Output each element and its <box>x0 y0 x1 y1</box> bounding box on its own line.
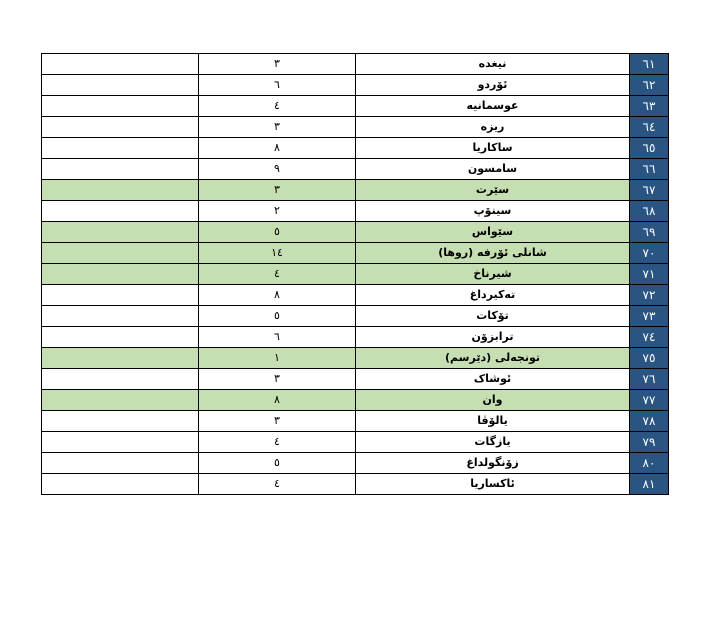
table-row <box>42 159 669 180</box>
table-row <box>42 180 669 201</box>
empty-cell <box>42 243 199 264</box>
empty-cell <box>42 306 199 327</box>
row-number-cell: ٧١ <box>630 264 669 285</box>
empty-cell <box>42 201 199 222</box>
row-number-cell: ٦٦ <box>630 159 669 180</box>
empty-cell <box>42 159 199 180</box>
province-name-cell: نیغده <box>356 54 630 75</box>
row-number-cell: ٦٢ <box>630 75 669 96</box>
count-cell: ٩ <box>199 159 356 180</box>
table-row <box>42 411 669 432</box>
empty-cell <box>42 96 199 117</box>
provinces-table <box>41 53 669 495</box>
count-cell: ٨ <box>199 138 356 159</box>
count-cell: ٣ <box>199 117 356 138</box>
province-name-cell: شیرناخ <box>356 264 630 285</box>
count-cell: ٤ <box>199 432 356 453</box>
table-row <box>42 138 669 159</box>
table-row <box>42 201 669 222</box>
table-row <box>42 453 669 474</box>
row-number-cell: ٧٤ <box>630 327 669 348</box>
count-cell: ٨ <box>199 390 356 411</box>
empty-cell <box>42 432 199 453</box>
province-name-cell: ئوشاک <box>356 369 630 390</box>
province-name-cell: ئۆردو <box>356 75 630 96</box>
table-row <box>42 327 669 348</box>
empty-cell <box>42 453 199 474</box>
province-name-cell: یازگات <box>356 432 630 453</box>
count-cell: ٥ <box>199 222 356 243</box>
table-row <box>42 390 669 411</box>
empty-cell <box>42 180 199 201</box>
count-cell: ٣ <box>199 411 356 432</box>
empty-cell <box>42 264 199 285</box>
province-name-cell: ساکاریا <box>356 138 630 159</box>
row-number-cell: ٦٤ <box>630 117 669 138</box>
count-cell: ٥ <box>199 453 356 474</box>
province-name-cell: سێواس <box>356 222 630 243</box>
table-row <box>42 117 669 138</box>
table-row <box>42 75 669 96</box>
row-number-cell: ٦٧ <box>630 180 669 201</box>
row-number-cell: ٧٢ <box>630 285 669 306</box>
row-number-cell: ٧٦ <box>630 369 669 390</box>
table-row <box>42 348 669 369</box>
count-cell: ٦ <box>199 327 356 348</box>
empty-cell <box>42 411 199 432</box>
province-name-cell: وان <box>356 390 630 411</box>
row-number-cell: ٦٥ <box>630 138 669 159</box>
empty-cell <box>42 138 199 159</box>
empty-cell <box>42 327 199 348</box>
empty-cell <box>42 390 199 411</box>
empty-cell <box>42 75 199 96</box>
province-name-cell: تۆکات <box>356 306 630 327</box>
province-name-cell: زۆنگولداغ <box>356 453 630 474</box>
province-name-cell: تونجەلی (دێرسم) <box>356 348 630 369</box>
row-number-cell: ٧٩ <box>630 432 669 453</box>
empty-cell <box>42 369 199 390</box>
row-number-cell: ٨٠ <box>630 453 669 474</box>
province-name-cell: عوسمانیە <box>356 96 630 117</box>
province-name-cell: سامسون <box>356 159 630 180</box>
row-number-cell: ٦٩ <box>630 222 669 243</box>
table-row <box>42 96 669 117</box>
row-number-cell: ٦٨ <box>630 201 669 222</box>
count-cell: ٥ <box>199 306 356 327</box>
count-cell: ٣ <box>199 54 356 75</box>
row-number-cell: ٧٥ <box>630 348 669 369</box>
row-number-cell: ٧٣ <box>630 306 669 327</box>
count-cell: ٦ <box>199 75 356 96</box>
count-cell: ٨ <box>199 285 356 306</box>
province-name-cell: ریزە <box>356 117 630 138</box>
province-name-cell: سێرت <box>356 180 630 201</box>
province-name-cell: شانلی ئۆرفە (روها) <box>356 243 630 264</box>
count-cell: ١٤ <box>199 243 356 264</box>
table-row <box>42 243 669 264</box>
row-number-cell: ٦١ <box>630 54 669 75</box>
table-row <box>42 306 669 327</box>
empty-cell <box>42 474 199 495</box>
row-number-cell: ٧٠ <box>630 243 669 264</box>
count-cell: ٣ <box>199 369 356 390</box>
count-cell: ١ <box>199 348 356 369</box>
empty-cell <box>42 222 199 243</box>
province-name-cell: ئاکساریا <box>356 474 630 495</box>
province-name-cell: یالۆڤا <box>356 411 630 432</box>
province-name-cell: سینۆپ <box>356 201 630 222</box>
table-row <box>42 54 669 75</box>
empty-cell <box>42 348 199 369</box>
province-name-cell: تەکیرداغ <box>356 285 630 306</box>
empty-cell <box>42 54 199 75</box>
count-cell: ٢ <box>199 201 356 222</box>
row-number-cell: ٦٣ <box>630 96 669 117</box>
table-row <box>42 264 669 285</box>
row-number-cell: ٨١ <box>630 474 669 495</box>
province-name-cell: ترابزۆن <box>356 327 630 348</box>
count-cell: ٤ <box>199 264 356 285</box>
table-body <box>42 54 669 495</box>
table-row <box>42 222 669 243</box>
count-cell: ٤ <box>199 96 356 117</box>
empty-cell <box>42 117 199 138</box>
table-row <box>42 432 669 453</box>
row-number-cell: ٧٨ <box>630 411 669 432</box>
table-row <box>42 474 669 495</box>
empty-cell <box>42 285 199 306</box>
table-row <box>42 369 669 390</box>
row-number-cell: ٧٧ <box>630 390 669 411</box>
count-cell: ٣ <box>199 180 356 201</box>
count-cell: ٤ <box>199 474 356 495</box>
table-row <box>42 285 669 306</box>
